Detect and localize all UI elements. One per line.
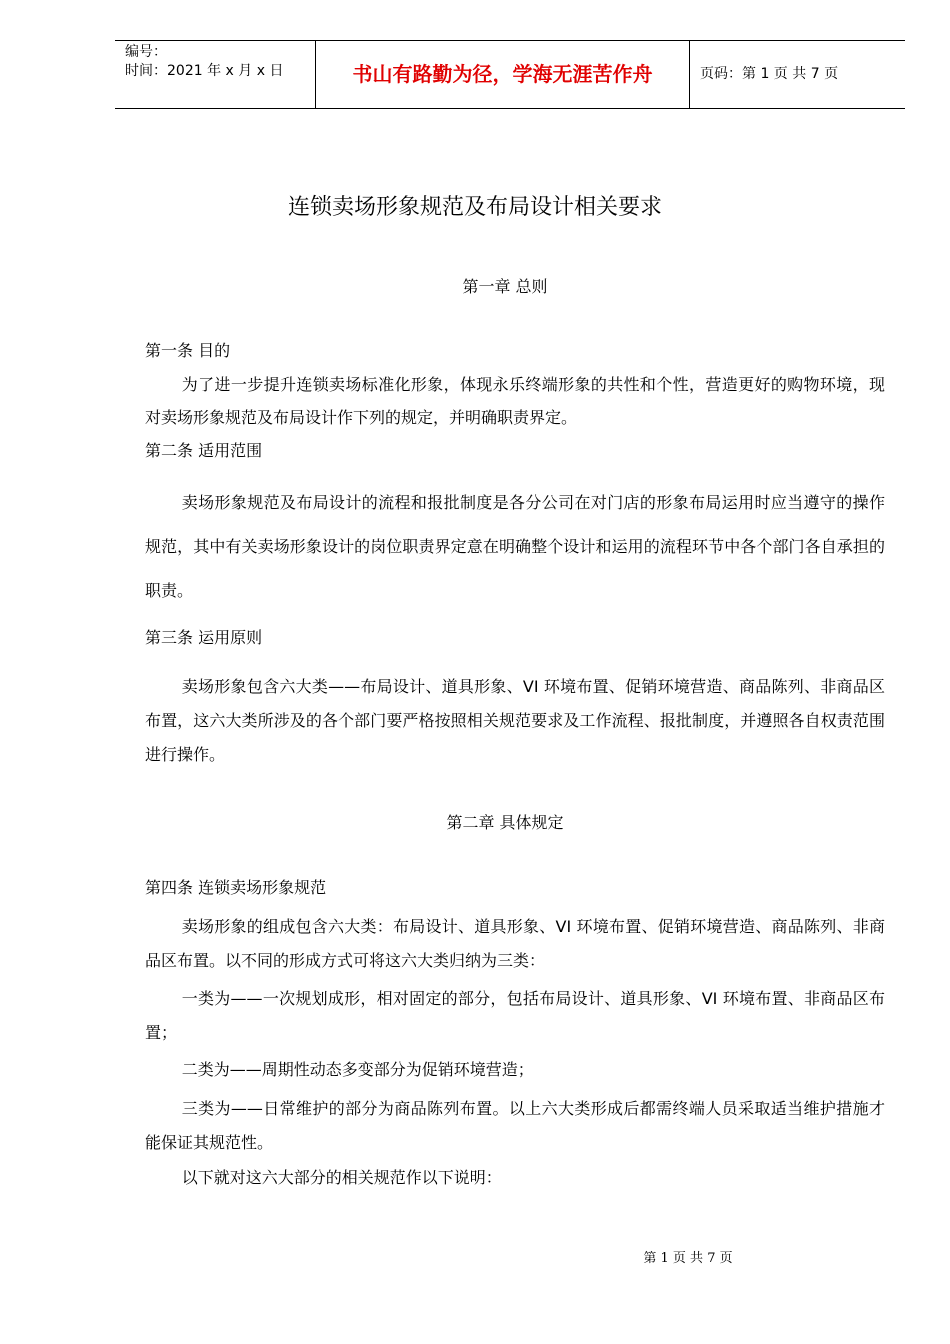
article-2-text: 卖场形象规范及布局设计的流程和报批制度是各分公司在对门店的形象布局运用时应当遵守的操作规范，其中有关卖场形象设计的岗位职责界定意在明确整个设计和运用的流程环节中各个部门各自承担的职责。	[145, 493, 885, 600]
header-meta-cell	[115, 41, 316, 108]
article-3-text: 卖场形象包含六大类——布局设计、道具形象、VI 环境布置、促销环境营造、商品陈列、非商品区布置，这六大类所涉及的各个部门要严格按照相关规范要求及工作流程、报批制度，并遵照各自权责范围进行操作。	[145, 677, 885, 764]
article-1-heading: 第一条 目的	[145, 341, 231, 360]
document-title: 连锁卖场形象规范及布局设计相关要求	[287, 195, 662, 220]
chapter-2-heading: 第二章 具体规定	[446, 813, 564, 832]
article-4-paragraph-3: 二类为——周期性动态多变部分为促销环境营造；	[181, 1060, 534, 1079]
article-2-heading: 第二条 适用范围	[145, 441, 263, 460]
serial-label: 编号：	[125, 44, 167, 60]
header-motto: 书山有路勤为径，学海无涯苦作舟	[316, 41, 690, 108]
article-4-heading: 第四条 连锁卖场形象规范	[145, 878, 327, 897]
article-4-paragraph-2: 一类为——一次规划成形，相对固定的部分，包括布局设计、道具形象、VI 环境布置、非商品区布置；	[145, 989, 885, 1042]
header-page-info: 页码：第 1 页 共 7 页	[700, 66, 839, 82]
article-4-paragraph-4: 三类为——日常维护的部分为商品陈列布置。以上六大类形成后都需终端人员采取适当维护措施才能保证其规范性。	[145, 1099, 885, 1152]
article-4-paragraph-5: 以下就对这六大部分的相关规范作以下说明：	[181, 1168, 502, 1187]
time-label: 时间：2021 年 x 月 x 日	[125, 63, 284, 79]
page-header	[115, 40, 905, 109]
article-1-text: 为了进一步提升连锁卖场标准化形象，体现永乐终端形象的共性和个性，营造更好的购物环境，现对卖场形象规范及布局设计作下列的规定，并明确职责界定。	[145, 375, 885, 427]
article-4-paragraph-1: 卖场形象的组成包含六大类：布局设计、道具形象、VI 环境布置、促销环境营造、商品陈列、非商品区布置。以不同的形成方式可将这六大类归纳为三类：	[145, 917, 885, 970]
article-3-heading: 第三条 运用原则	[145, 628, 263, 647]
chapter-1-heading: 第一章 总则	[462, 277, 548, 296]
page-footer: 第 1 页 共 7 页	[643, 1251, 733, 1266]
